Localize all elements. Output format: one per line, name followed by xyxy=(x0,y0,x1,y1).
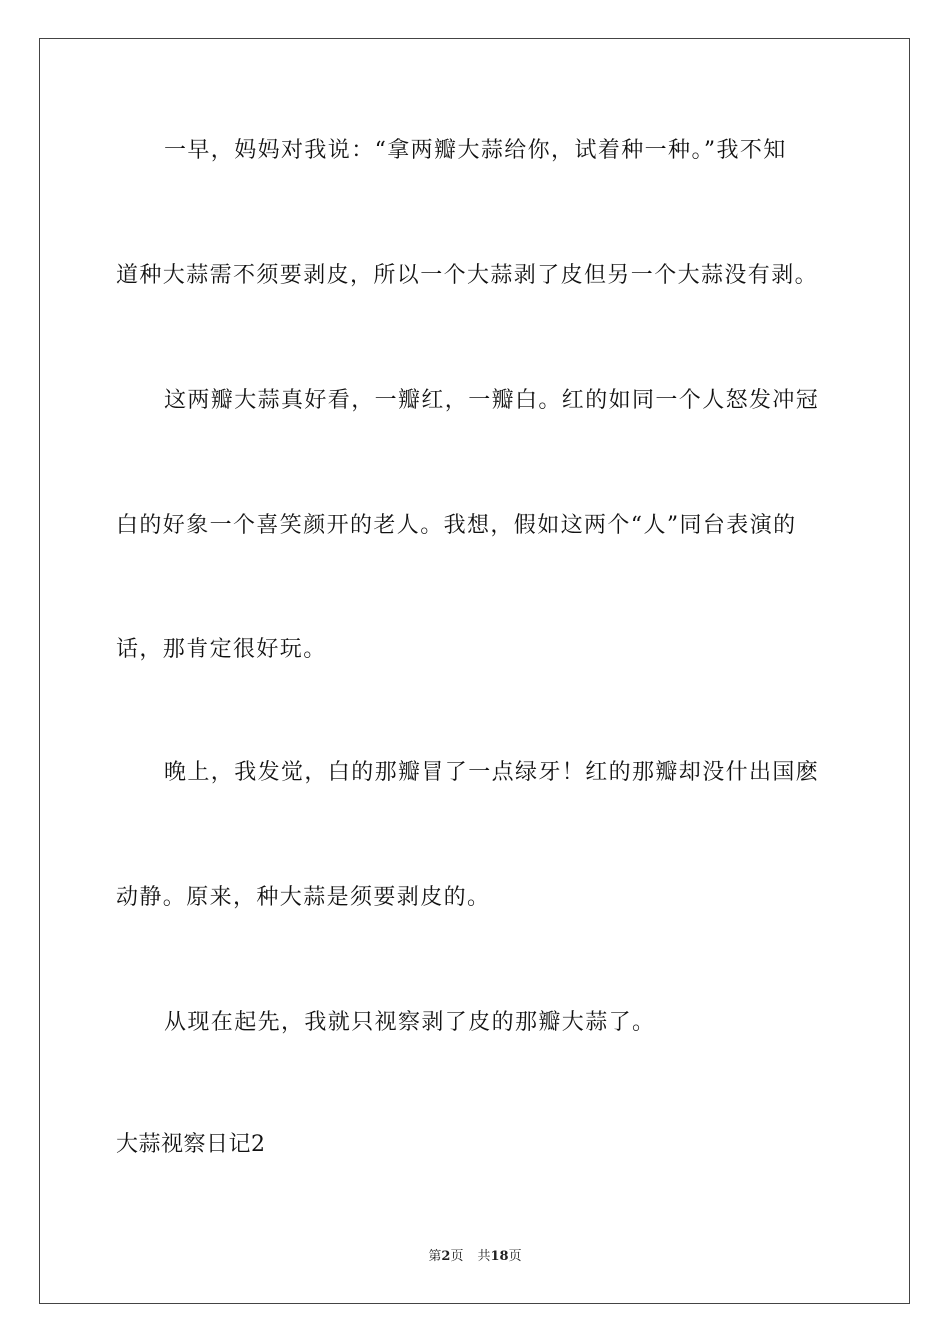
paragraph-1-line-2: 道种大蒜需不须要剥皮，所以一个大蒜剥了皮但另一个大蒜没有剥。 xyxy=(116,263,819,288)
paragraph-2-line-1: 这两瓣大蒜真好看，一瓣红，一瓣白。红的如同一个人怒发冲冠 xyxy=(164,388,820,413)
page-border xyxy=(39,38,910,1304)
page-counter xyxy=(0,1248,950,1266)
paragraph-2-line-2: 白的好象一个喜笑颜开的老人。我想，假如这两个“人”同台表演的 xyxy=(116,513,797,538)
paragraph-4-line-1: 从现在起先，我就只视察剥了皮的那瓣大蒜了。 xyxy=(164,1010,656,1035)
total-prefix: 共 xyxy=(477,1249,491,1264)
page-number: 2 xyxy=(441,1249,451,1264)
paragraph-3-line-1: 晚上，我发觉，白的那瓣冒了一点绿牙！红的那瓣却没什出国麽 xyxy=(164,760,820,785)
page-suffix: 页 xyxy=(450,1249,464,1264)
paragraph-1-line-1: 一早，妈妈对我说：“拿两瓣大蒜给你，试着种一种。”我不知 xyxy=(164,138,787,163)
section-heading: 大蒜视察日记2 xyxy=(116,1132,266,1157)
total-pages: 18 xyxy=(490,1249,509,1264)
paragraph-3-line-2: 动静。原来，种大蒜是须要剥皮的。 xyxy=(116,885,491,910)
paragraph-2-line-3: 话，那肯定很好玩。 xyxy=(116,637,327,662)
total-suffix: 页 xyxy=(508,1249,522,1264)
page-prefix: 第 xyxy=(428,1249,442,1264)
